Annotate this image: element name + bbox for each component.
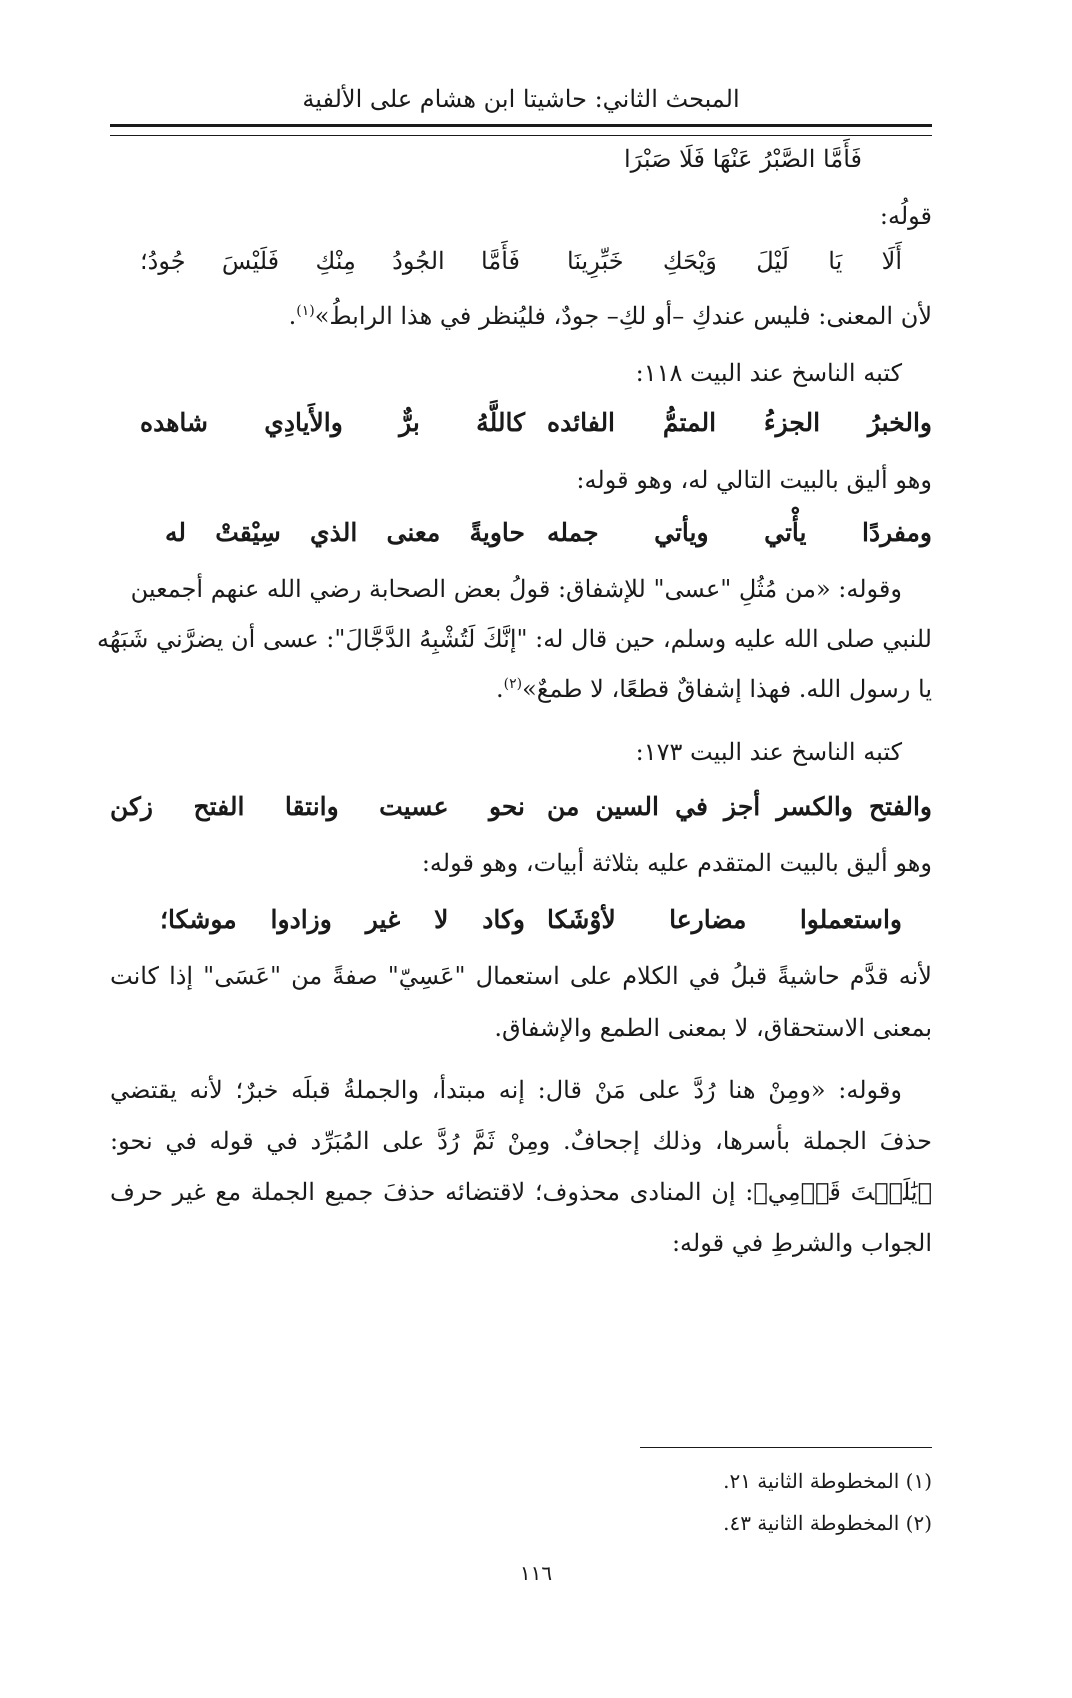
paragraph-line xyxy=(289,298,932,334)
line-end: . xyxy=(288,302,297,330)
paragraph-line xyxy=(496,671,932,707)
page-number: ١١٦ xyxy=(519,1561,553,1585)
line-text: يا رسول الله. فهذا إشفاقٌ قطعًا، لا طمعٌ» xyxy=(522,675,932,703)
verse-119-hemistich-2: حاويةً معنى الذي سِيْقتْ له xyxy=(165,518,525,547)
paragraph-line: الجواب والشرطِ في قوله: xyxy=(671,1229,932,1257)
verse-119-hemistich-1: ومفردًا يأْتي ويأتي جمله xyxy=(547,518,932,547)
qawluh-label: قولُه: xyxy=(879,202,932,230)
header-rule-thick xyxy=(110,124,932,127)
paragraph-line: وهو أليق بالبيت المتقدم عليه بثلاثة أبيات، وهو قوله: xyxy=(421,849,932,877)
paragraph-line: وقوله: «ومِنْ هنا رُدَّ على مَنْ قال: إنه مبتدأ، والجملةُ قبلَه خبرٌ؛ لأنه يقتضي xyxy=(110,1076,902,1104)
paragraph-line: لأنه قدَّم حاشيةً قبلُ في الكلام على استعمال "عَسِيّ" صفةً من "عَسَى" إذا كانت xyxy=(110,962,932,990)
verse-173-hemistich-2: نحو عسيت وانتقا الفتح زكن xyxy=(110,792,525,821)
verse-118-hemistich-2: كاللَّهُ برٌّ والأَيادِي شاهده xyxy=(140,408,525,437)
header-rule-thin xyxy=(110,135,932,136)
paragraph-line: بمعنى الاستحقاق، لا بمعنى الطمع والإشفاق. xyxy=(494,1014,932,1042)
line-end: . xyxy=(495,675,504,703)
copyist-note-118: كتبه الناسخ عند البيت ١١٨: xyxy=(635,359,902,387)
verse-118-hemistich-1: والخبرُ الجزءُ المتمُّ الفائده xyxy=(547,408,932,437)
footnote-ref-1[interactable]: (١) xyxy=(296,303,315,319)
verse-170-hemistich-2: وكاد لا غير وزادوا موشكا؛ xyxy=(160,905,525,934)
paragraph-line: ﴿يَٰلَيۡتَ قَوۡمِي﴾: إن المنادى محذوف؛ لاقتضائه حذفَ جميع الجملة مع غير حرف xyxy=(110,1178,932,1206)
paragraph-line: حذفَ الجملة بأسرها، وذلك إجحافٌ. ومِنْ ثَمَّ رُدَّ على المُبَرِّد في قوله في نحو: xyxy=(110,1127,932,1155)
footnote-1: (١) المخطوطة الثانية ٢١. xyxy=(723,1469,932,1493)
verse-173-hemistich-1: والفتح والكسر أجز في السين من xyxy=(547,792,932,821)
verse-170-hemistich-1: واستعملوا مضارعا لأوْشَكا xyxy=(547,905,902,934)
footnote-ref-2[interactable]: (٢) xyxy=(503,676,523,692)
line-text: لأن المعنى: فليس عندكِ –أو لكِ– جودٌ، فليُنظر في هذا الرابطُ» xyxy=(314,302,932,330)
copyist-note-173: كتبه الناسخ عند البيت ١٧٣: xyxy=(635,738,902,766)
footnote-separator xyxy=(640,1447,932,1448)
verse-line-1: فَأَمَّا الصَّبْرُ عَنْهَا فَلَا صَبْرَا xyxy=(623,145,862,173)
paragraph-line: وهو أليق بالبيت التالي له، وهو قوله: xyxy=(576,466,932,494)
running-header: المبحث الثاني: حاشيتا ابن هشام على الألفية xyxy=(302,85,740,113)
paragraph-line: للنبي صلى الله عليه وسلم، حين قال له: "إنَّكَ لَتُشْبِهُ الدَّجَّالَ": عسى أن يضرَّني شَبَهُه xyxy=(97,625,932,653)
verse-2-hemistich-2: فَأَمَّا الجُودُ مِنْكِ فَلَيْسَ جُودُ؛ xyxy=(140,247,520,275)
paragraph-line: وقوله: «من مُثُلِ "عسى" للإشفاق: قولُ بعض الصحابة رضي الله عنهم أجمعين xyxy=(130,575,902,603)
footnote-2: (٢) المخطوطة الثانية ٤٣. xyxy=(723,1511,932,1535)
verse-2-hemistich-1: أَلَا يَا لَيْلَ وَيْحَكِ خَبِّرِينَا xyxy=(567,247,902,275)
